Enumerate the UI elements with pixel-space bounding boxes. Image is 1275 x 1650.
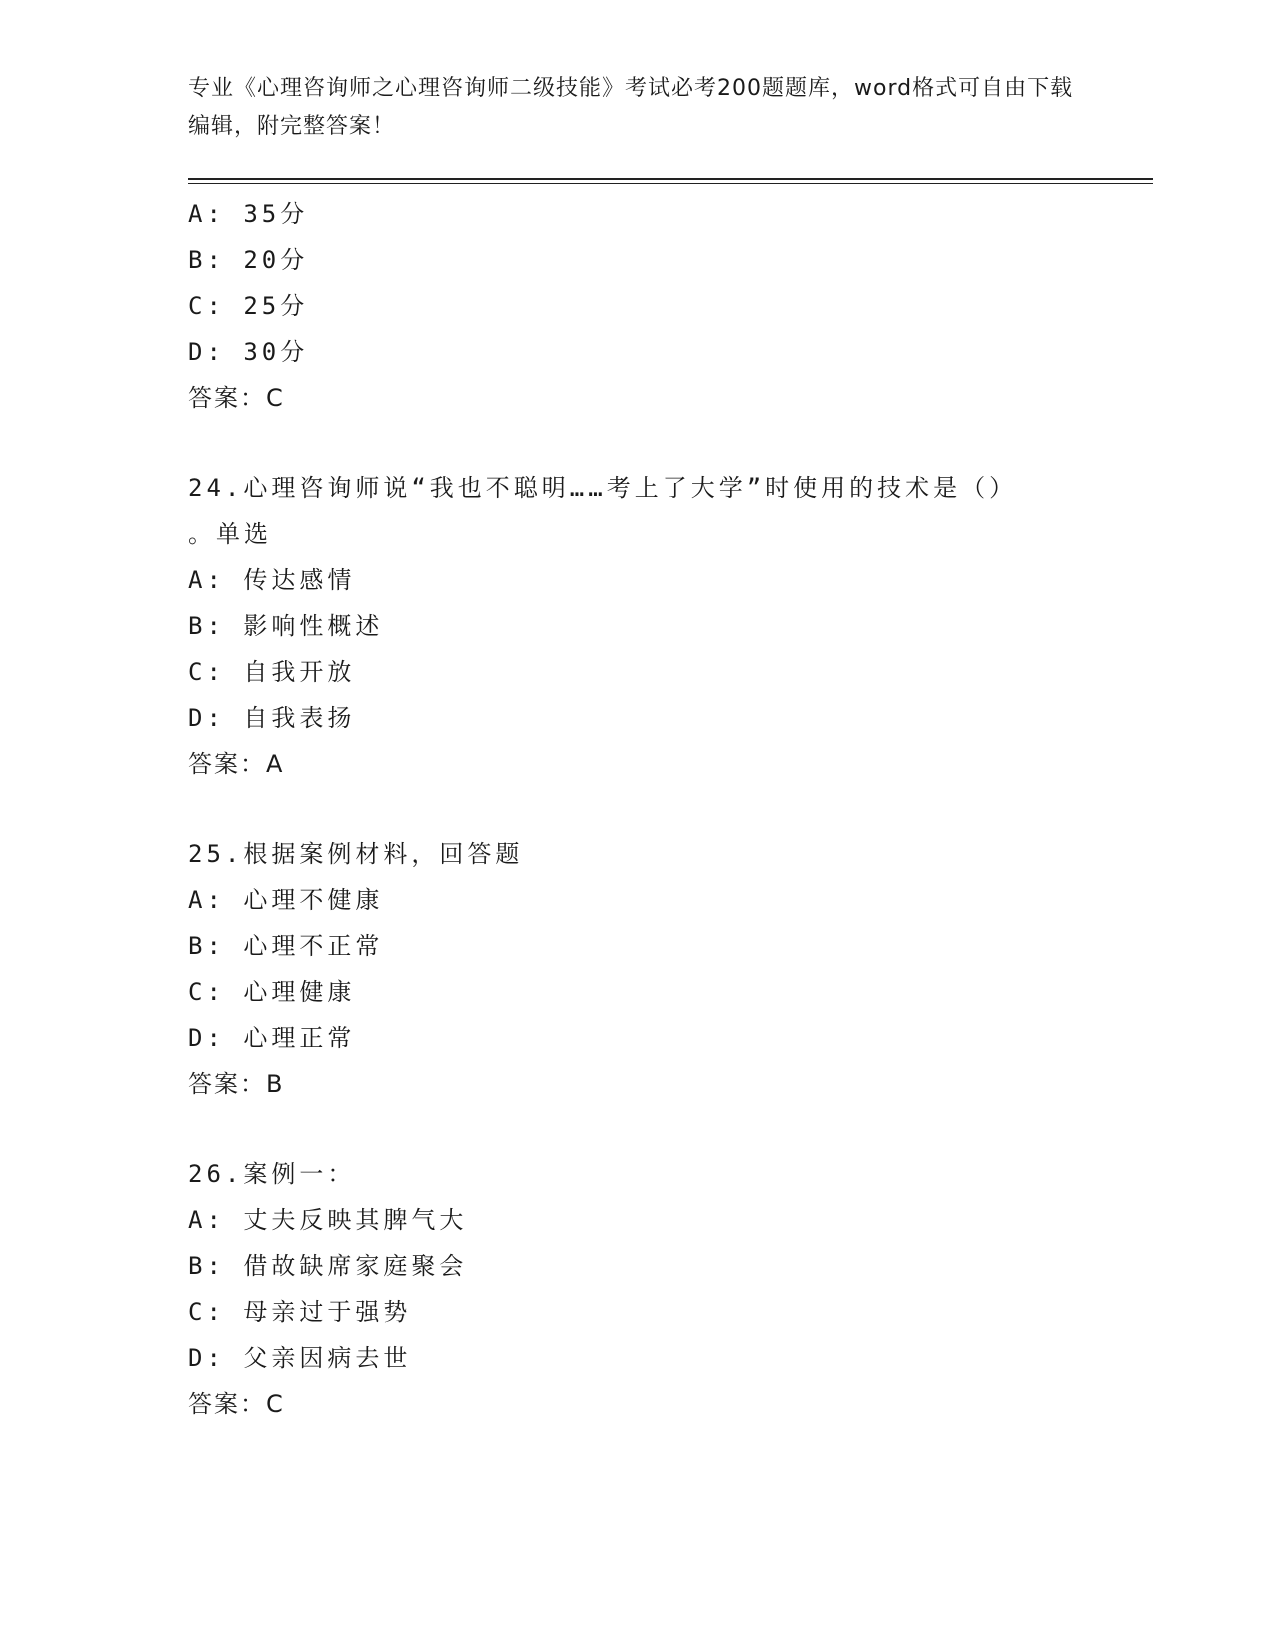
- answer-line: 答案：B: [188, 1070, 285, 1098]
- question-stem: 25.根据案例材料，回答题: [188, 840, 524, 868]
- option-c: C: 母亲过于强势: [188, 1298, 412, 1326]
- header-divider-thick: [188, 178, 1153, 180]
- document-header: 专业《心理咨询师之心理咨询师二级技能》考试必考200题题库，word格式可自由下载编辑，附完整答案！: [188, 76, 1074, 139]
- answer-line: 答案：C: [188, 1390, 285, 1418]
- question-spacer: [188, 1107, 1088, 1151]
- question-stem: 24.心理咨询师说“我也不聪明……考上了大学”时使用的技术是（）: [188, 474, 1018, 502]
- question-list: [188, 191, 1088, 1427]
- option-a: A: 丈夫反映其脾气大: [188, 1206, 468, 1234]
- option-d: D: 父亲因病去世: [188, 1344, 412, 1372]
- question-23: [188, 191, 1088, 421]
- option-d: D: 自我表扬: [188, 704, 356, 732]
- question-24: [188, 465, 1088, 787]
- option-d: D: 30分: [188, 338, 309, 366]
- question-26: [188, 1151, 1088, 1427]
- question-spacer: [188, 421, 1088, 465]
- option-d: D: 心理正常: [188, 1024, 356, 1052]
- answer-line: 答案：C: [188, 384, 285, 412]
- option-b: B: 20分: [188, 246, 309, 274]
- option-b: B: 影响性概述: [188, 612, 384, 640]
- question-25: [188, 831, 1088, 1107]
- question-spacer: [188, 787, 1088, 831]
- option-a: A: 心理不健康: [188, 886, 384, 914]
- option-c: C: 自我开放: [188, 658, 356, 686]
- question-stem-continued: 。单选: [188, 520, 272, 548]
- option-b: B: 心理不正常: [188, 932, 384, 960]
- option-c: C: 心理健康: [188, 978, 356, 1006]
- option-a: A: 35分: [188, 200, 309, 228]
- question-stem: 26.案例一：: [188, 1160, 356, 1188]
- option-a: A: 传达感情: [188, 566, 356, 594]
- header-divider-thin: [188, 183, 1153, 184]
- option-c: C: 25分: [188, 292, 309, 320]
- answer-line: 答案：A: [188, 750, 285, 778]
- option-b: B: 借故缺席家庭聚会: [188, 1252, 468, 1280]
